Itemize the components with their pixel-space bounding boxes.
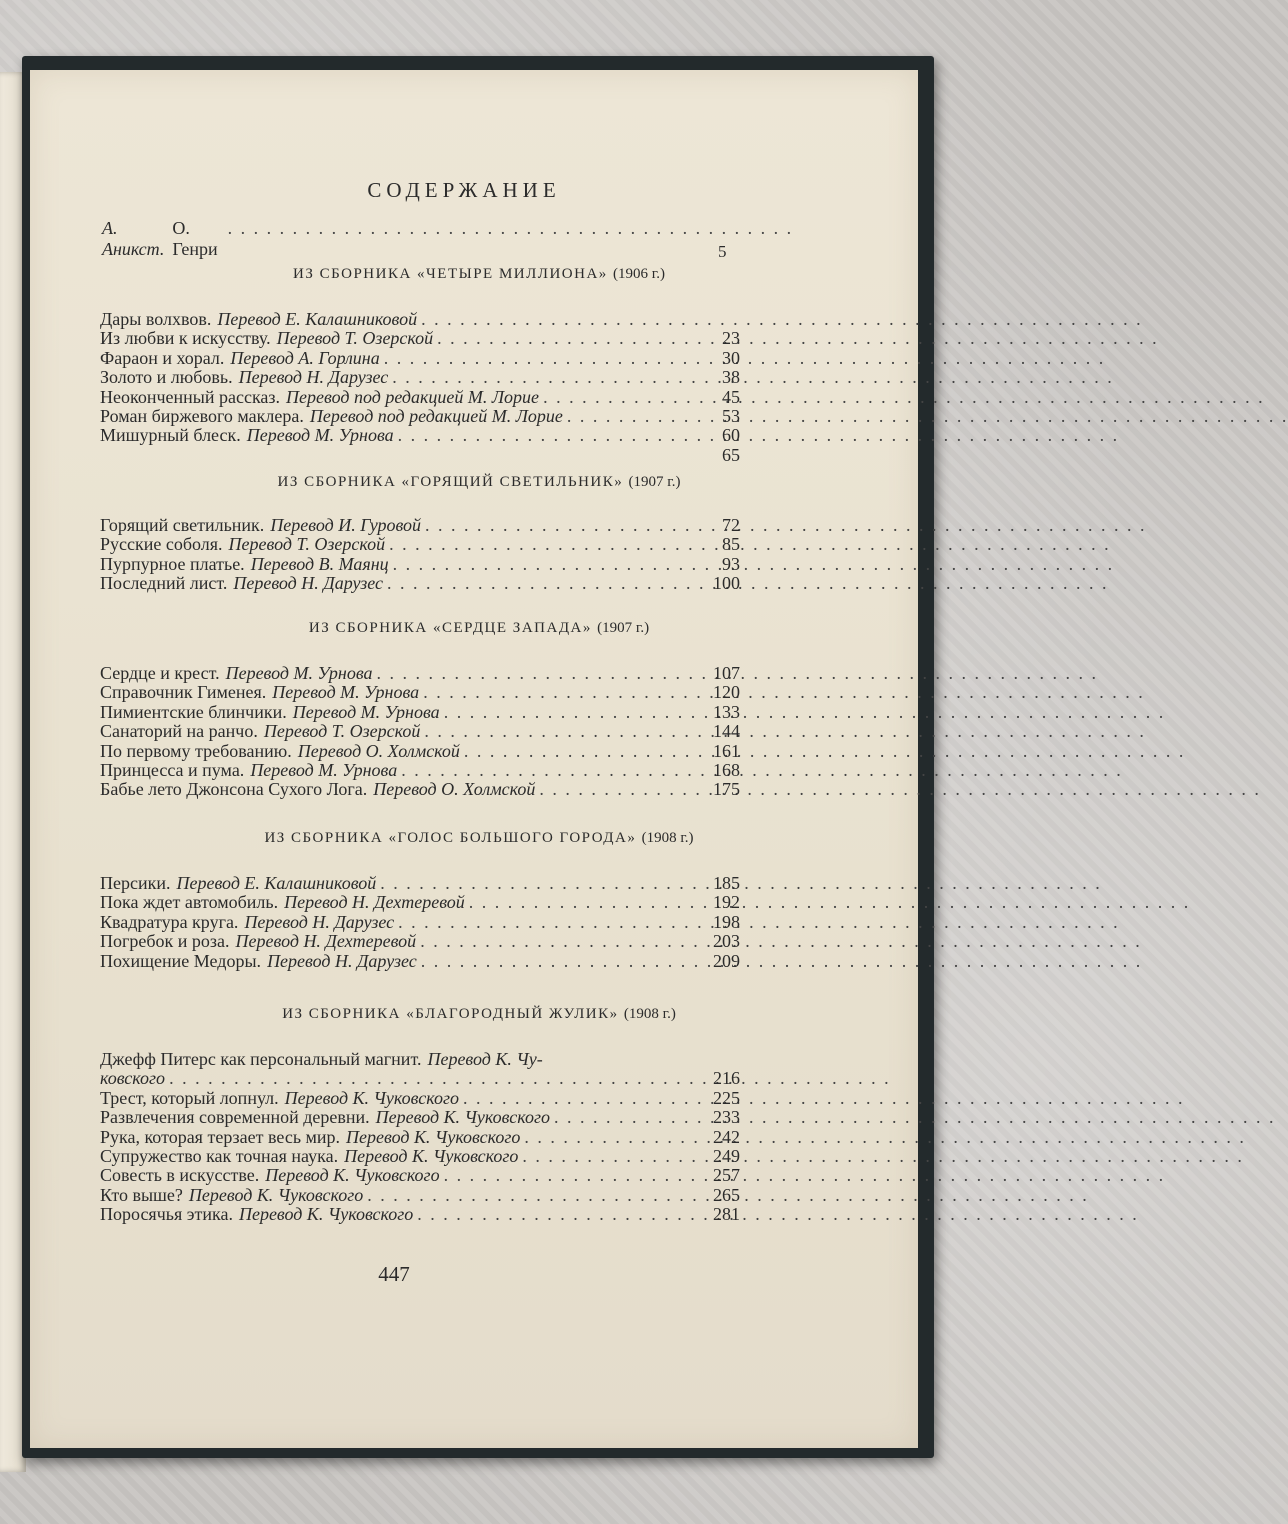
toc-entry: Квадратура круга. Перевод Н. Дарузес . . . 198 bbox=[100, 913, 740, 932]
toc-entry: Из любви к искусству. Перевод Т. Озерской . . . 23 bbox=[100, 329, 740, 348]
toc-entry: Совесть в искусстве. Перевод К. Чуковского . . . 257 bbox=[100, 1166, 740, 1185]
section-entries bbox=[100, 664, 740, 800]
toc-entry: Пурпурное платье. Перевод В. Маянц . . . 93 bbox=[100, 555, 740, 574]
toc-entry: Роман биржевого маклера. Перевод под редакцией М. Лорие . . . 53 bbox=[100, 407, 740, 426]
toc-entry: Рука, которая терзает весь мир. Перевод К. Чуковского . . . 242 bbox=[100, 1128, 740, 1147]
book-page bbox=[30, 70, 918, 1448]
intro-author: А. Аникст. bbox=[102, 218, 165, 259]
dot-leader: . . . . . . . . . . . . . . . . . . . . . . . . . . . . . . . . . . . . . . . . . . . . bbox=[227, 218, 794, 238]
toc-entry: Супружество как точная наука. Перевод К. Чуковского . . . 249 bbox=[100, 1147, 740, 1166]
section-year: (1906 г.) bbox=[613, 266, 665, 282]
toc-entry: 65 bbox=[722, 444, 740, 465]
toc-entry: Персики. Перевод Е. Калашниковой . . . 185 bbox=[100, 874, 740, 893]
section-heading-text: ИЗ СБОРНИКА «БЛАГОРОДНЫЙ ЖУЛИК» bbox=[282, 1006, 619, 1022]
toc-entry: Горящий светильник. Перевод И. Гуровой . . . 72 bbox=[100, 516, 740, 535]
section-heading bbox=[40, 474, 918, 491]
toc-entry: Трест, который лопнул. Перевод К. Чуковского . . . 225 bbox=[100, 1089, 740, 1108]
toc-entry: Принцесса и пума. Перевод М. Урнова . . . 168 bbox=[100, 761, 740, 780]
toc-entry: Золото и любовь. Перевод Н. Дарузес . . . 38 bbox=[100, 368, 740, 387]
section-entries bbox=[100, 874, 740, 971]
intro-title: О. Генри bbox=[172, 218, 218, 259]
section-year: (1908 г.) bbox=[623, 1006, 676, 1022]
toc-entry: Похищение Медоры. Перевод Н. Дарузес . . . 209 bbox=[100, 952, 740, 971]
section-entries bbox=[100, 310, 740, 465]
page-number: 447 bbox=[378, 1262, 410, 1286]
section-heading-text: ИЗ СБОРНИКА «ГОЛОС БОЛЬШОГО ГОРОДА» bbox=[264, 830, 637, 846]
section-heading bbox=[40, 1006, 918, 1023]
section-year: (1907 г.) bbox=[628, 474, 681, 490]
toc-entry: Санаторий на ранчо. Перевод Т. Озерской . . . 144 bbox=[100, 722, 740, 741]
section-heading-text: ИЗ СБОРНИКА «ГОРЯЩИЙ СВЕТИЛЬНИК» bbox=[277, 474, 624, 490]
toc-entry: Кто выше? Перевод К. Чуковского . . . 265 bbox=[100, 1186, 740, 1205]
toc-entry: Мишурный блеск. Перевод М. Урнова . . . 60 bbox=[100, 426, 740, 445]
section-year: (1907 г.) bbox=[597, 620, 650, 636]
toc-entry: Погребок и роза. Перевод Н. Дехтеревой . . . 203 bbox=[100, 932, 740, 951]
section-heading-text: ИЗ СБОРНИКА «СЕРДЦЕ ЗАПАДА» bbox=[308, 620, 592, 636]
toc-entry: Русские соболя. Перевод Т. Озерской . . . 85 bbox=[100, 535, 740, 554]
toc-title: СОДЕРЖАНИЕ bbox=[367, 178, 561, 202]
toc-entry: Поросячья этика. Перевод К. Чуковского . . . 281 bbox=[100, 1205, 740, 1224]
section-heading bbox=[40, 266, 918, 283]
toc-entry-wrapped: Джефф Питерс как персональный магнит. Перевод К. Чу- ковского . . . 216 bbox=[100, 1050, 740, 1089]
section-year: (1908 г.) bbox=[641, 830, 694, 846]
intro-entry bbox=[102, 218, 794, 260]
toc-entry: Бабье лето Джонсона Сухого Лога. Перевод О. Холмской . . . 175 bbox=[100, 780, 740, 799]
section-entries bbox=[100, 1050, 740, 1225]
toc-entry: Дары волхвов. Перевод Е. Калашниковой . . . bbox=[100, 310, 740, 329]
toc-entry: Сердце и крест. Перевод М. Урнова . . . 107 bbox=[100, 664, 740, 683]
toc-entry: Фараон и хорал. Перевод А. Горлина . . . 30 bbox=[100, 349, 740, 368]
section-heading-text: ИЗ СБОРНИКА «ЧЕТЫРЕ МИЛЛИОНА» bbox=[293, 266, 608, 282]
section-heading bbox=[40, 830, 918, 847]
toc-entry: По первому требованию. Перевод О. Холмской . . . 161 bbox=[100, 742, 740, 761]
section-entries bbox=[100, 516, 740, 594]
toc-entry: Неоконченный рассказ. Перевод под редакцией М. Лорие . . . 45 bbox=[100, 388, 740, 407]
toc-entry: Последний лист. Перевод Н. Дарузес . . . 100 bbox=[100, 574, 740, 593]
toc-entry: Справочник Гименея. Перевод М. Урнова . . . 120 bbox=[100, 683, 740, 702]
toc-entry: Пимиентские блинчики. Перевод М. Урнова . . . 133 bbox=[100, 703, 740, 722]
intro-page-number: 5 bbox=[718, 242, 727, 261]
toc-entry: Пока ждет автомобиль. Перевод Н. Дехтеревой . . . 192 bbox=[100, 893, 740, 912]
section-heading bbox=[40, 620, 918, 637]
toc-entry: Развлечения современной деревни. Перевод К. Чуковского . . . 233 bbox=[100, 1108, 740, 1127]
